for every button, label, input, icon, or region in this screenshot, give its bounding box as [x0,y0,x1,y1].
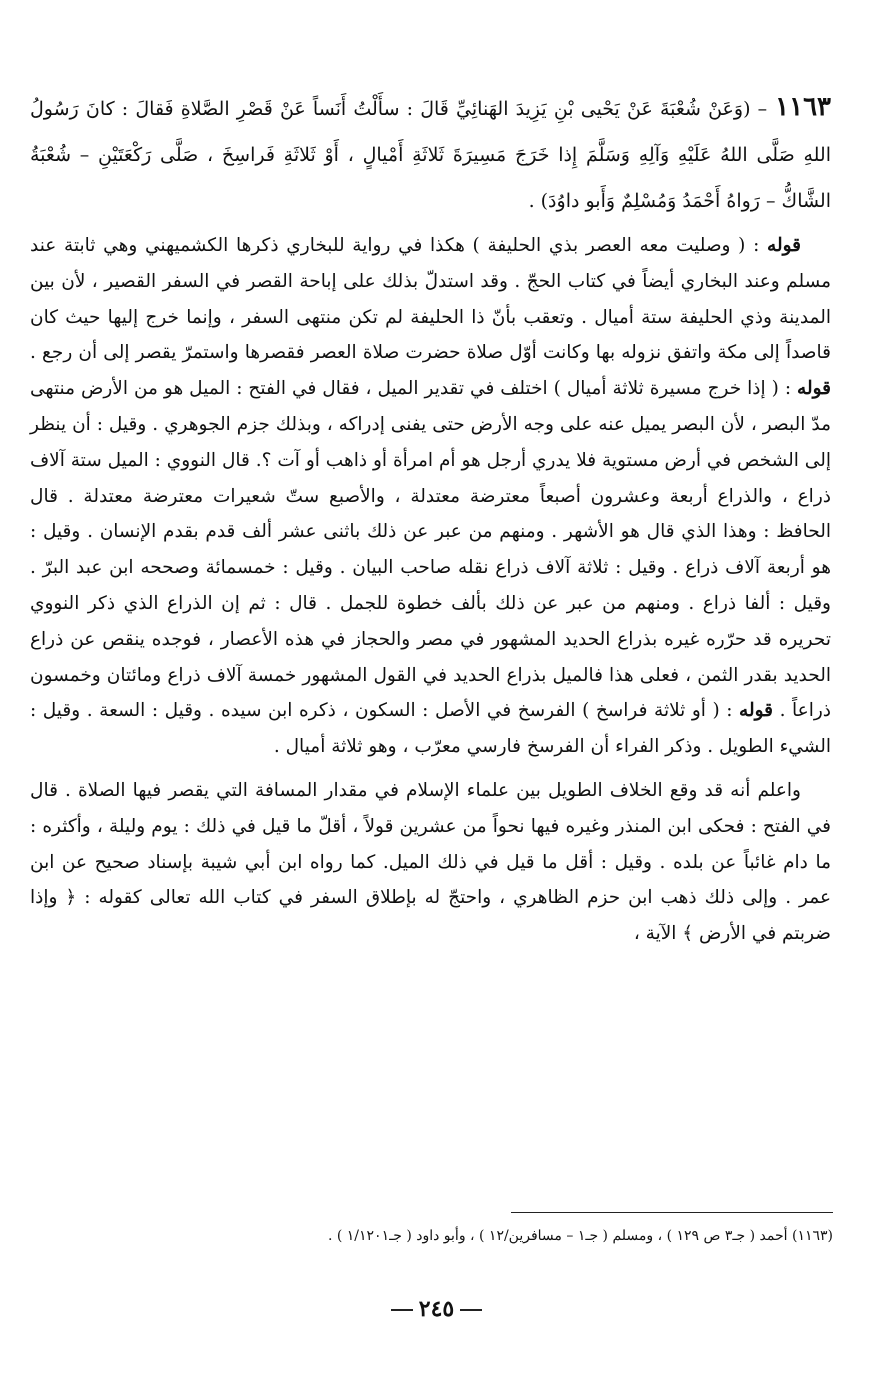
commentary-lead-word: قوله [797,378,831,400]
footnote: (١١٦٣) أحمد ( جـ٣ ص ١٢٩ ) ، ومسلم ( جـ١ – مسافرين/١٢ ) ، وأبو داود ( جـ١/١٢٠١ ) . [327,1228,833,1244]
footnote-divider [511,1212,833,1213]
commentary-paragraph-2: واعلم أنه قد وقع الخلاف الطويل بين علماء الإسلام في مقدار المسافة التي يقصر فيها الصلاة . قال في الفتح : فحكى ابن المنذر وغيره فيها نحواً من عشرين قولاً ، أقلّ ما قيل في ذلك : يوم وليلة ، وأكثره : ما دام غائباً عن بلده . وقيل : أقل ما قيل في ذلك الميل. كما رواه ابن أبي شيبة بإسناد صحيح عن ابن عمر . وإلى ذلك ذهب ابن حزم الظاهري ، واحتجّ له بإطلاق السفر في كتاب الله تعالى كقوله : ﴿ وإذا ضربتم في الأرض ﴾ الآية ، [30,779,831,945]
commentary-lead-word: قوله [739,700,774,722]
hadith-number: ١١٦٣ [775,92,831,122]
hadith-body: – (وَعَنْ شُعْبَةَ عَنْ يَحْيى بْنِ يَزِيدَ الهَنائِيِّ قَالَ : سأَلْتُ أَنَساً عَنْ قَصْرِ الصَّلاةِ فَقالَ : كانَ رَسُولُ اللهِ صَلَّى اللهُ عَلَيْهِ وَآلِهِ وَسَلَّمَ إِذا خَرَجَ مَسِيرَةَ ثَلاثَةِ أَمْيالٍ ، أَوْ ثَلاثَةِ فَراسِخَ ، صَلَّى رَكْعَتَيْنِ – شُعْبَةُ الشَّاكُّ – رَواهُ أَحْمَدُ وَمُسْلِمٌ وَأَبو داوُدَ) . [30,98,831,212]
commentary-block [30,228,831,952]
commentary-paragraph-1 [30,228,831,765]
page-number [0,1296,873,1322]
hadith-text-block [30,84,831,224]
page-number-dash-left [391,1309,413,1311]
commentary-text: : ( وصليت معه العصر بذي الحليفة ) هكذا في رواية للبخاري ذكرها الكشميهني وهي ثابتة عند مسلم وعند البخاري أيضاً في كتاب الحجّ . وقد استدلّ بذلك على إباحة القصر في السفر القصير ، لأن بين المدينة وذي الحليفة ستة أميال . وتعقب بأنّ ذا الحليفة لم تكن منتهى السفر ، وإنما خرج إليها حيث كان قاصداً إلى مكة واتفق نزوله بها وكانت أوّل صلاة حضرت صلاة العصر فقصرها واستمرّ يقصر إلى أن رجع . [30,235,831,364]
commentary-lead-word: قوله [767,235,801,256]
commentary-text: : ( إذا خرج مسيرة ثلاثة أميال ) اختلف في تقدير الميل ، فقال في الفتح : الميل هو من الأرض منتهى مدّ البصر ، لأن البصر يميل عنه على وجه الأرض حتى يفنى إدراكه ، وبذلك جزم الجوهري . وقيل : أن ينظر إلى الشخص في أرض مستوية فلا يدري أرجل هو أم امرأة أو ذاهب أو آت ؟. قال النووي : الميل ستة آلاف ذراع ، والذراع أربعة وعشرون أصبعاً معترضة معتدلة ، والأصبع ستّ شعيرات معترضة معتدلة . قال الحافظ : وهذا الذي قال هو الأشهر . ومنهم من عبر عن ذلك باثنى عشر ألف قدم بقدم الإنسان . وقيل : هو أربعة آلاف ذراع . وقيل : ثلاثة آلاف ذراع نقله صاحب البيان . وقيل : خمسمائة وصححه ابن عبد البرّ . وقيل : ألفا ذراع . ومنهم من عبر عن ذلك بألف خطوة للجمل . قال : ثم إن الذراع الذي ذكر النووي تحريره قد حرّره غيره بذراع الحديد المشهور في مصر والحجاز في هذه الأعصار ، فوجده ينقص عن ذراع الحديد بقدر الثمن ، فعلى هذا فالميل بذراع الحديد في القول المشهور خمسة آلاف ذراع ومائتان وخمسون ذراعاً . [30,378,832,722]
page-number-value: ٢٤٥ [418,1296,455,1322]
commentary-text: : ( أو ثلاثة فراسخ ) الفرسخ في الأصل : السكون ، ذكره ابن سيده . وقيل : السعة . وقيل : الشيء الطويل . وذكر الفراء أن الفرسخ فارسي معرّب ، وهو ثلاثة أميال . [30,700,831,758]
page-number-dash-right [460,1309,482,1311]
